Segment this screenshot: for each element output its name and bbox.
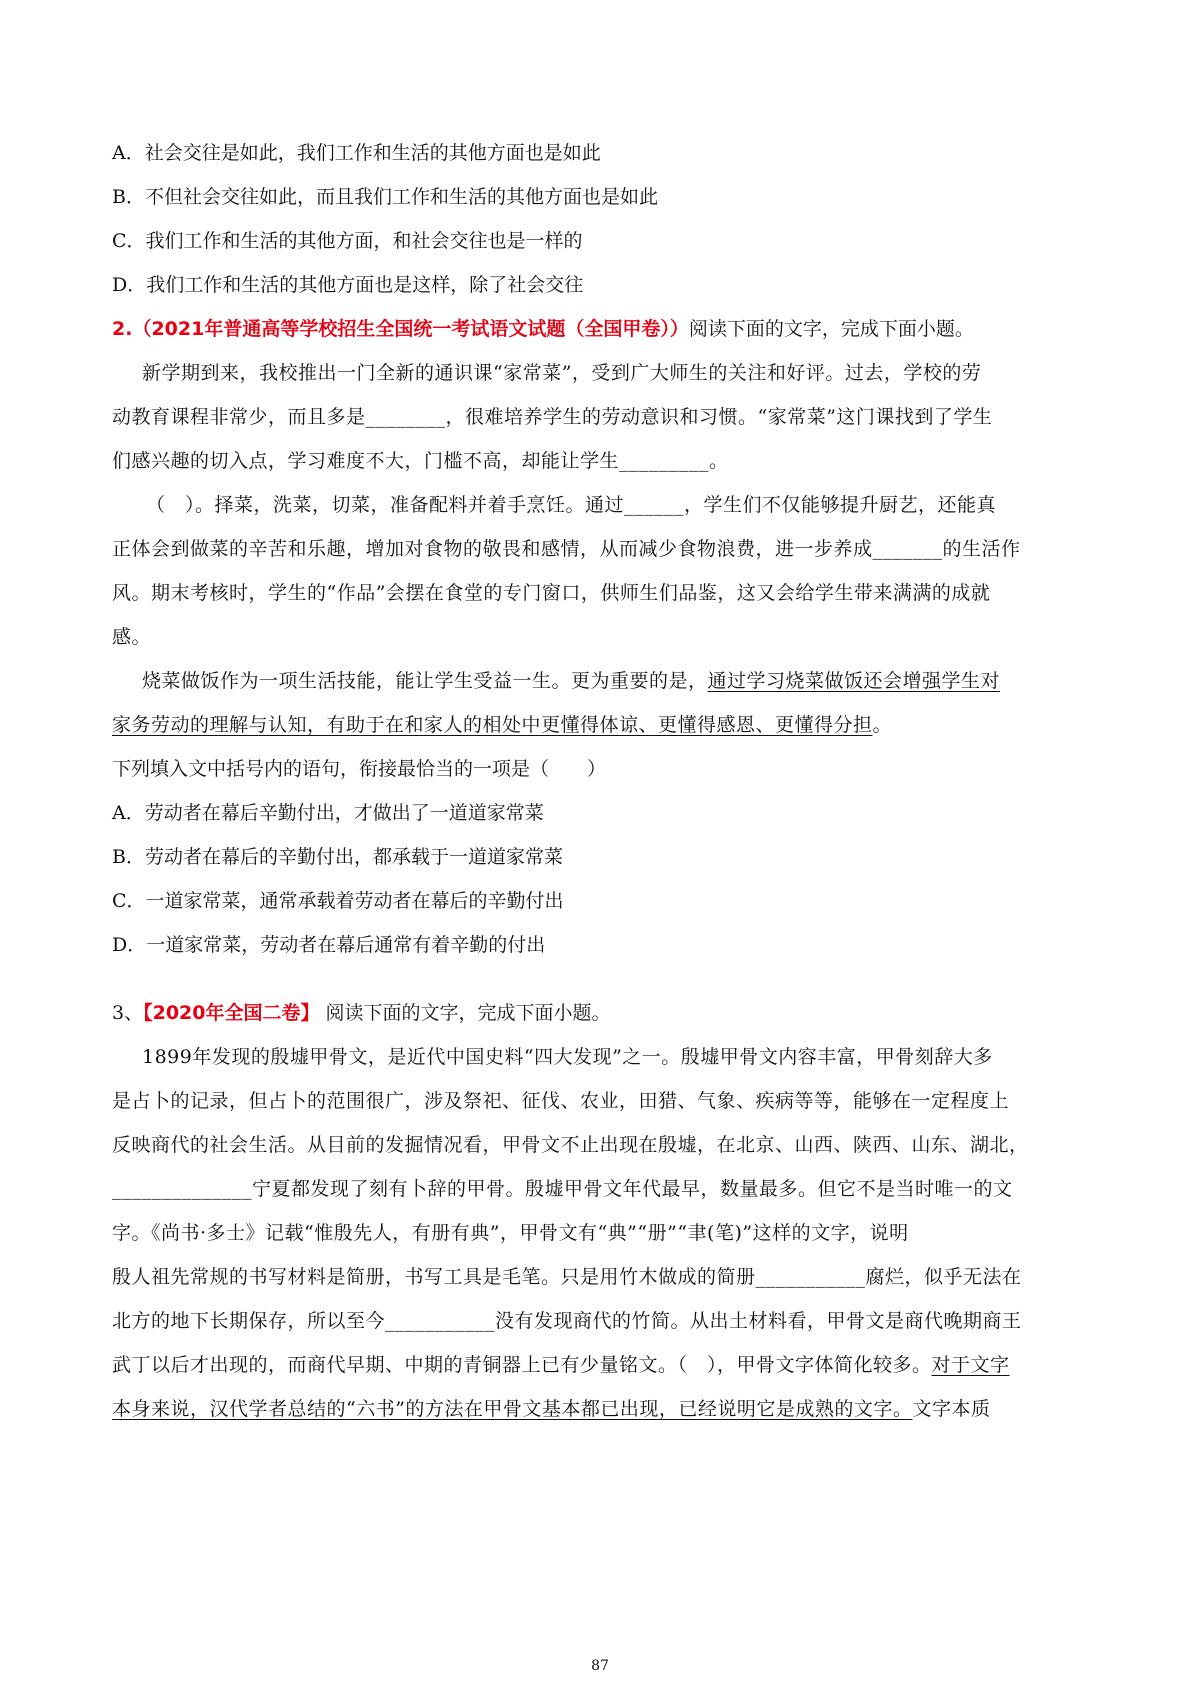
q2-option-d: D．一道家常菜，劳动者在幕后通常有着辛勤的付出 bbox=[112, 934, 546, 956]
q2-number: 2. bbox=[112, 318, 133, 340]
q3-passage-line bbox=[112, 1396, 1102, 1422]
q2-option-b: B．劳动者在幕后的辛勤付出，都承载于一道道家常菜 bbox=[112, 846, 563, 868]
q2-passage-p3-line1 bbox=[142, 668, 1102, 694]
q3-passage-underlined: 本身来说，汉代学者总结的“六书”的方法在甲骨文基本都已出现，已经说明它是成熟的文字。 bbox=[112, 1398, 913, 1420]
q2-instruction: 阅读下面的文字，完成下面小题。 bbox=[688, 318, 974, 340]
q2-passage-line: 动教育课程非常少，而且多是________，很难培养学生的劳动意识和习惯。“家常菜”这门课找到了学生 bbox=[112, 406, 993, 428]
q3-instruction: 阅读下面的文字，完成下面小题。 bbox=[319, 1002, 611, 1024]
q3-passage-line: ______________宁夏都发现了刻有卜辞的甲骨。殷墟甲骨文年代最早，数量最多。但它不是当时唯一的文 bbox=[112, 1178, 1013, 1200]
q1-option-a: A．社会交往是如此，我们工作和生活的其他方面也是如此 bbox=[112, 142, 601, 164]
q2-header bbox=[112, 316, 1102, 342]
q3-source: 【2020年全国二卷】 bbox=[143, 1002, 320, 1024]
q2-option-c: C．一道家常菜，通常承载着劳动者在幕后的辛勤付出 bbox=[112, 890, 564, 912]
q2-passage-line: 们感兴趣的切入点，学习难度不大，门槛不高，却能让学生_________。 bbox=[112, 450, 729, 472]
q3-header bbox=[112, 1000, 1102, 1026]
q2-question: 下列填入文中括号内的语句，衔接最恰当的一项是（ ） bbox=[112, 758, 607, 780]
q2-passage-line: 风。期末考核时，学生的“作品”会摆在食堂的专门窗口，供师生们品鉴，这又会给学生带来满满的成就 bbox=[112, 582, 991, 604]
q2-passage-line: 新学期到来，我校推出一门全新的通识课“家常菜”，受到广大师生的关注和好评。过去，学校的劳 bbox=[142, 362, 982, 384]
q3-passage-line: 殷人祖先常规的书写材料是简册，书写工具是毛笔。只是用竹木做成的简册___________腐烂，似乎无法在 bbox=[112, 1266, 1022, 1288]
q2-p3-text: 烧菜做饭作为一项生活技能，能让学生受益一生。更为重要的是， bbox=[142, 670, 708, 692]
q3-passage-line: 1899年发现的殷墟甲骨文，是近代中国史料“四大发现”之一。殷墟甲骨文内容丰富，甲骨刻辞大多 bbox=[142, 1046, 993, 1068]
q2-option-a: A．劳动者在幕后辛勤付出，才做出了一道道家常菜 bbox=[112, 802, 544, 824]
q1-option-b: B．不但社会交往如此，而且我们工作和生活的其他方面也是如此 bbox=[112, 186, 658, 208]
q3-passage-end: 文字本质 bbox=[912, 1398, 991, 1420]
q3-passage-line bbox=[112, 1352, 1102, 1378]
q2-passage-line: （ ）。择菜，洗菜，切菜，准备配料并着手烹饪。通过______，学生们不仅能够提升厨艺，还能真 bbox=[146, 494, 997, 516]
q3-passage-line: 字。《尚书·多士》记载“惟殷先人，有册有典”，甲骨文有“典”“册”“聿(笔)”这样的文字，说明 bbox=[112, 1222, 909, 1244]
q3-passage-underlined: 对于文字 bbox=[931, 1354, 1010, 1376]
q2-source: （2021年普通高等学校招生全国统一考试语文试题（全国甲卷）） bbox=[132, 318, 689, 340]
q2-p3-underlined: 家务劳动的理解与认知，有助于在和家人的相处中更懂得体谅、更懂得感恩、更懂得分担 bbox=[112, 714, 873, 736]
q1-option-d: D．我们工作和生活的其他方面也是这样，除了社会交往 bbox=[112, 274, 584, 296]
q3-number: 3、 bbox=[112, 1002, 144, 1024]
page-number: 87 bbox=[591, 1658, 609, 1674]
q3-passage-text: 武丁以后才出现的，而商代早期、中期的青铜器上已有少量铭文。（ ），甲骨文字体简化较多。 bbox=[112, 1354, 932, 1376]
q2-passage-line: 正体会到做菜的辛苦和乐趣，增加对食物的敬畏和感情，从而减少食物浪费，进一步养成_______的生活作 bbox=[112, 538, 1021, 560]
q1-option-c: C．我们工作和生活的其他方面，和社会交往也是一样的 bbox=[112, 230, 583, 252]
q2-p3-underlined: 通过学习烧菜做饭还会增强学生对 bbox=[707, 670, 1001, 692]
q2-passage-line: 感。 bbox=[112, 626, 152, 648]
q3-passage-line: 北方的地下长期保存，所以至今___________没有发现商代的竹简。从出土材料看，甲骨文是商代晚期商王 bbox=[112, 1310, 1022, 1332]
q2-p3-end: 。 bbox=[872, 714, 893, 736]
q3-passage-line: 反映商代的社会生活。从目前的发掘情况看，甲骨文不止出现在殷墟，在北京、山西、陕西、山东、湖北， bbox=[112, 1134, 1029, 1156]
q2-passage-p3-line2 bbox=[112, 712, 1102, 738]
q3-passage-line: 是占卜的记录，但占卜的范围很广，涉及祭祀、征伐、农业，田猎、气象、疾病等等，能够在一定程度上 bbox=[112, 1090, 1010, 1112]
